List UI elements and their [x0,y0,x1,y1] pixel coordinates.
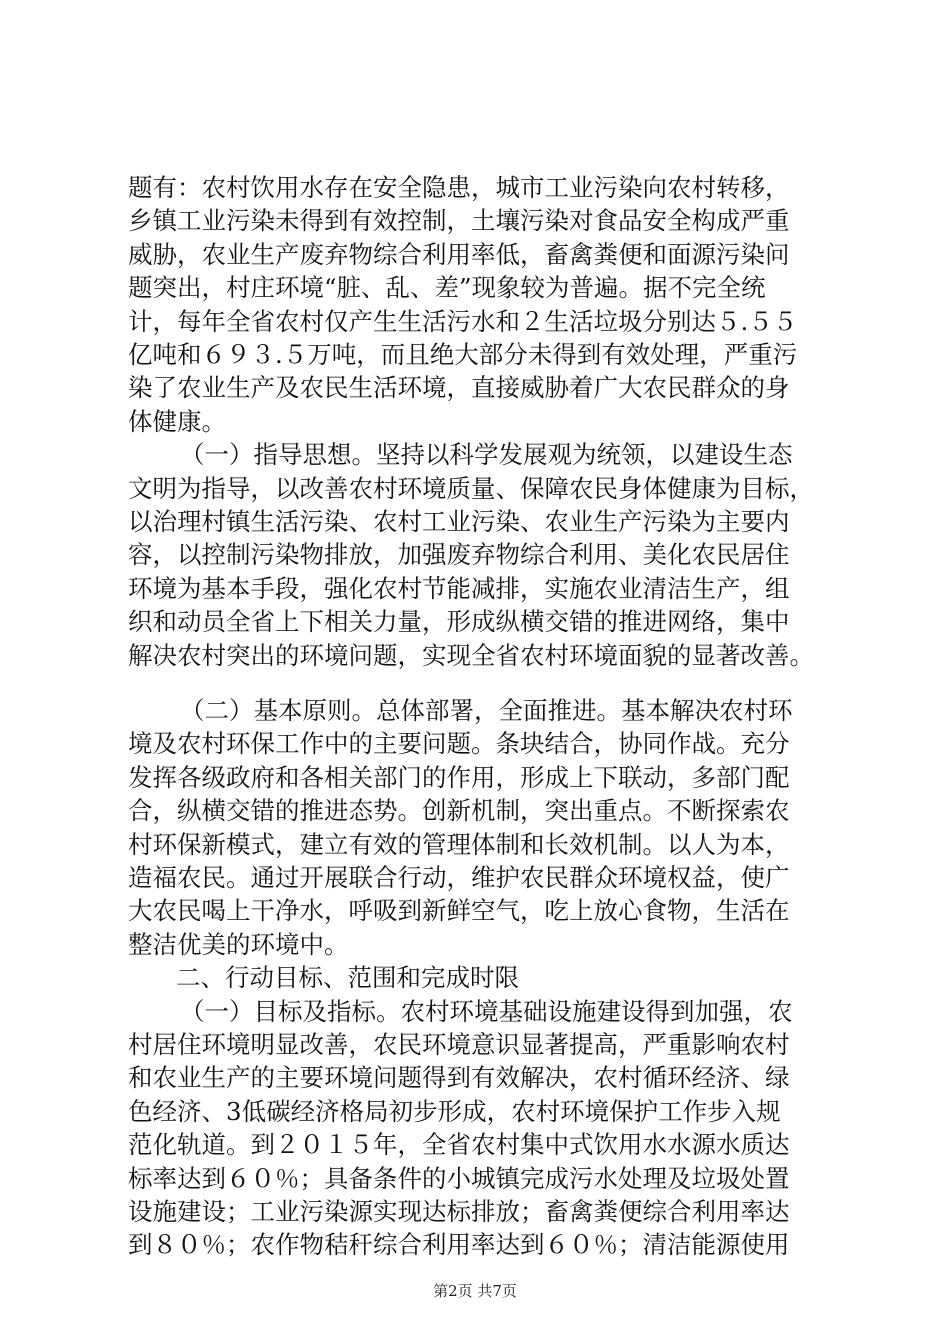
text-line: 和农业生产的主要环境问题得到有效解决，农村循环经济、绿 [128,1063,790,1092]
text-line: 环境为基本手段，强化农村节能减排，实施农业清洁生产，组 [128,574,790,603]
text-line: 合，纵横交错的推进态势。创新机制，突出重点。不断探索农 [128,796,790,825]
text-line: 村居住环境明显改善，农民环境意识显著提高，严重影响农村 [128,1030,790,1059]
text-line: 解决农村突出的环境问题，实现全省农村环境面貌的显著改善。 [128,641,814,670]
text-line: 整洁优美的环境中。 [128,930,349,959]
section-heading: 二、行动目标、范围和完成时限 [176,963,519,992]
text-line: 色经济、3低碳经济格局初步形成，农村环境保护工作步入规 [128,1097,781,1126]
text-line: 亿吨和６９３.５万吨，而且绝大部分未得到有效处理，严重污 [128,340,798,369]
text-line: 到８０％；农作物秸秆综合利用率达到６０％；清洁能源使用 [128,1230,790,1259]
text-line: 以治理村镇生活污染、农村工业污染、农业生产污染为主要内 [128,507,790,536]
text-line: 文明为指导，以改善农村环境质量、保障农民身体健康为目标， [128,474,814,503]
text-line: 体健康。 [128,407,226,436]
text-line: 发挥各级政府和各相关部门的作用，形成上下联动，多部门配 [128,763,790,792]
text-line: 计，每年全省农村仅产生生活污水和２生活垃圾分别达５.５５ [128,307,798,336]
paragraph-heading-targets: （一）目标及指标。农村环境基础设施建设得到加强，农 [180,997,793,1026]
text-line: 容，以控制污染物排放，加强废弃物综合利用、美化农民居住 [128,540,790,569]
text-line: 威胁，农业生产废弃物综合利用率低，畜禽粪便和面源污染问 [128,240,790,269]
paragraph-heading-guiding-ideology: （一）指导思想。坚持以科学发展观为统领，以建设生态 [180,440,793,469]
paragraph-heading-basic-principles: （二）基本原则。总体部署，全面推进。基本解决农村环 [180,696,793,725]
text-line: 题有：农村饮用水存在安全隐患，城市工业污染向农村转移， [128,173,790,202]
text-line: 乡镇工业污染未得到有效控制，土壤污染对食品安全构成严重 [128,206,790,235]
text-line: 染了农业生产及农民生活环境，直接威胁着广大农民群众的身 [128,373,790,402]
text-line: 造福农民。通过开展联合行动，维护农民群众环境权益，使广 [128,863,790,892]
text-line: 大农民喝上干净水，呼吸到新鲜空气，吃上放心食物，生活在 [128,896,790,925]
page-footer: 第2页 共7页 [433,1282,517,1300]
text-line: 范化轨道。到２０１５年，全省农村集中式饮用水水源水质达 [128,1130,790,1159]
text-line: 村环保新模式，建立有效的管理体制和长效机制。以人为本， [128,830,790,859]
text-line: 境及农村环保工作中的主要问题。条块结合，协同作战。充分 [128,729,790,758]
text-line: 织和动员全省上下相关力量，形成纵横交错的推进网络，集中 [128,607,790,636]
text-line: 题突出，村庄环境“脏、乱、差”现象较为普遍。据不完全统 [128,273,766,302]
text-line: 设施建设；工业污染源实现达标排放；畜禽粪便综合利用率达 [128,1197,790,1226]
text-line: 标率达到６０％；具备条件的小城镇完成污水处理及垃圾处置 [128,1164,790,1193]
